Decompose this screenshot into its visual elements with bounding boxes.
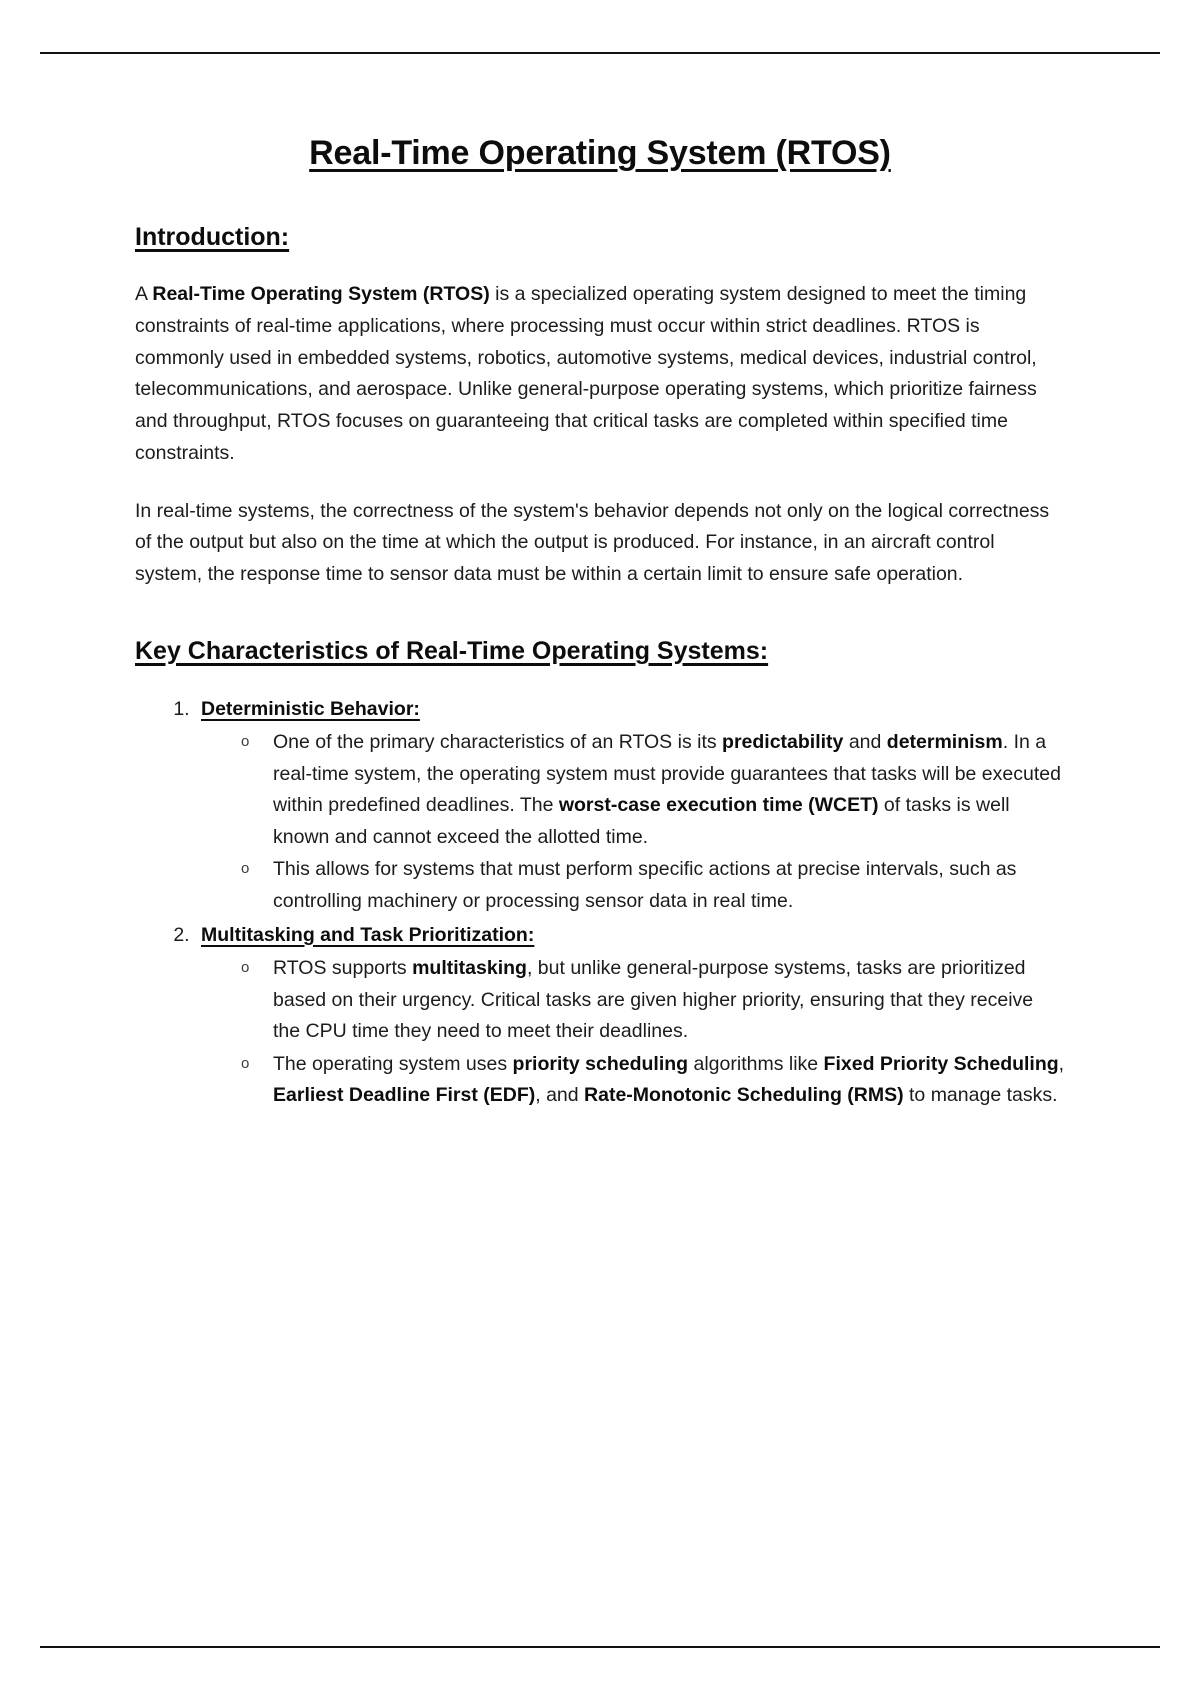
paragraph-rest: is a specialized operating system designed to meet the timing constraints of real-time applications, where processing must occur within strict deadlines. RTOS is commonly used in embedded systems, robotics, automotive systems, medical devices, industrial control, telecommunications, and aerospace. Unlike general-purpose operating systems, which prioritize fairness and throughput, RTOS focuses on guaranteeing that critical tasks are completed within specified time constraints.: [135, 283, 1037, 464]
list-item-text: [273, 858, 1016, 912]
text-run: algorithms like: [688, 1052, 824, 1075]
emphasis-term: Earliest Deadline First (EDF): [273, 1084, 536, 1107]
introduction-paragraph-2: In real-time systems, the correctness of the system's behavior depends not only on the logical correctness of the output but also on the time at which the output is produced. For instance, in an aircraft control system, the response time to sensor data must be within a certain limit to ensure safe operation.: [135, 499, 1050, 586]
key-characteristic-item: [195, 694, 1065, 918]
text-run: The operating system uses: [273, 1052, 513, 1075]
key-characteristic-sublist: [201, 727, 1065, 917]
section-heading-introduction-text: Introduction:: [135, 222, 290, 251]
page-title: [135, 132, 1065, 175]
emphasis-term: worst-case execution time (WCET): [558, 794, 879, 817]
bullet-marker-icon: o: [241, 860, 250, 878]
bullet-marker-icon: o: [241, 959, 250, 977]
text-run: RTOS supports: [273, 957, 413, 980]
key-characteristic-sublist: [201, 953, 1065, 1112]
list-item: [239, 953, 1065, 1048]
list-item: [239, 854, 1065, 917]
list-item-text: [273, 731, 1061, 848]
text-run: and: [843, 731, 887, 754]
bullet-marker-icon: o: [241, 733, 250, 751]
emphasis-term: predictability: [722, 731, 844, 754]
text-run: to manage tasks.: [903, 1084, 1058, 1107]
text-run: , but unlike general-purpose systems, tasks are prioritized based on their urgency. Critical tasks are given higher priority, ensuring that they receive the CPU time they need to meet their deadlines.: [273, 957, 1034, 1043]
document-content: [135, 110, 1065, 1114]
emphasis-term: multitasking: [412, 957, 527, 980]
page-footer-rule: [40, 1646, 1160, 1648]
key-characteristic-heading: Deterministic Behavior:: [201, 697, 420, 720]
emphasis-term: Rate-Monotonic Scheduling (RMS): [584, 1084, 904, 1107]
section-heading-introduction: [135, 221, 1065, 254]
page-title-text: Real-Time Operating System (RTOS): [309, 134, 891, 172]
text-run: ,: [1058, 1052, 1065, 1075]
list-item-text: [273, 1053, 1064, 1107]
text-run: of tasks is well known and cannot exceed the allotted time.: [273, 794, 1010, 848]
emphasis-term: priority scheduling: [512, 1052, 689, 1075]
key-characteristic-heading: Multitasking and Task Prioritization:: [201, 923, 535, 946]
text-run: . In a real-time system, the operating system must provide guarantees that tasks will be executed within predefined deadlines. The: [273, 731, 1061, 817]
emphasis-term: Fixed Priority Scheduling: [823, 1052, 1059, 1075]
key-characteristic-item: [195, 920, 1065, 1112]
section-heading-key-characteristics-text: Key Characteristics of Real-Time Operating Systems:: [135, 637, 769, 666]
section-heading-key-characteristics: [135, 635, 1065, 668]
bullet-marker-icon: o: [241, 1054, 250, 1072]
rtos-term-bold: Real-Time Operating System (RTOS): [152, 283, 490, 305]
text-run: This allows for systems that must perform specific actions at precise intervals, such as controlling machinery or processing sensor data in real time.: [273, 858, 1017, 912]
text-run: , and: [535, 1084, 585, 1107]
page-header-rule: [40, 52, 1160, 54]
list-item: [239, 1049, 1065, 1112]
text-run: One of the primary characteristics of an RTOS is its: [273, 731, 723, 754]
introduction-paragraph-1: [135, 279, 1065, 470]
emphasis-term: determinism: [886, 731, 1003, 754]
list-item-text: [273, 957, 1033, 1042]
list-item: [239, 727, 1065, 853]
paragraph-lead: A: [135, 283, 153, 305]
key-characteristics-list: [135, 694, 1065, 1113]
